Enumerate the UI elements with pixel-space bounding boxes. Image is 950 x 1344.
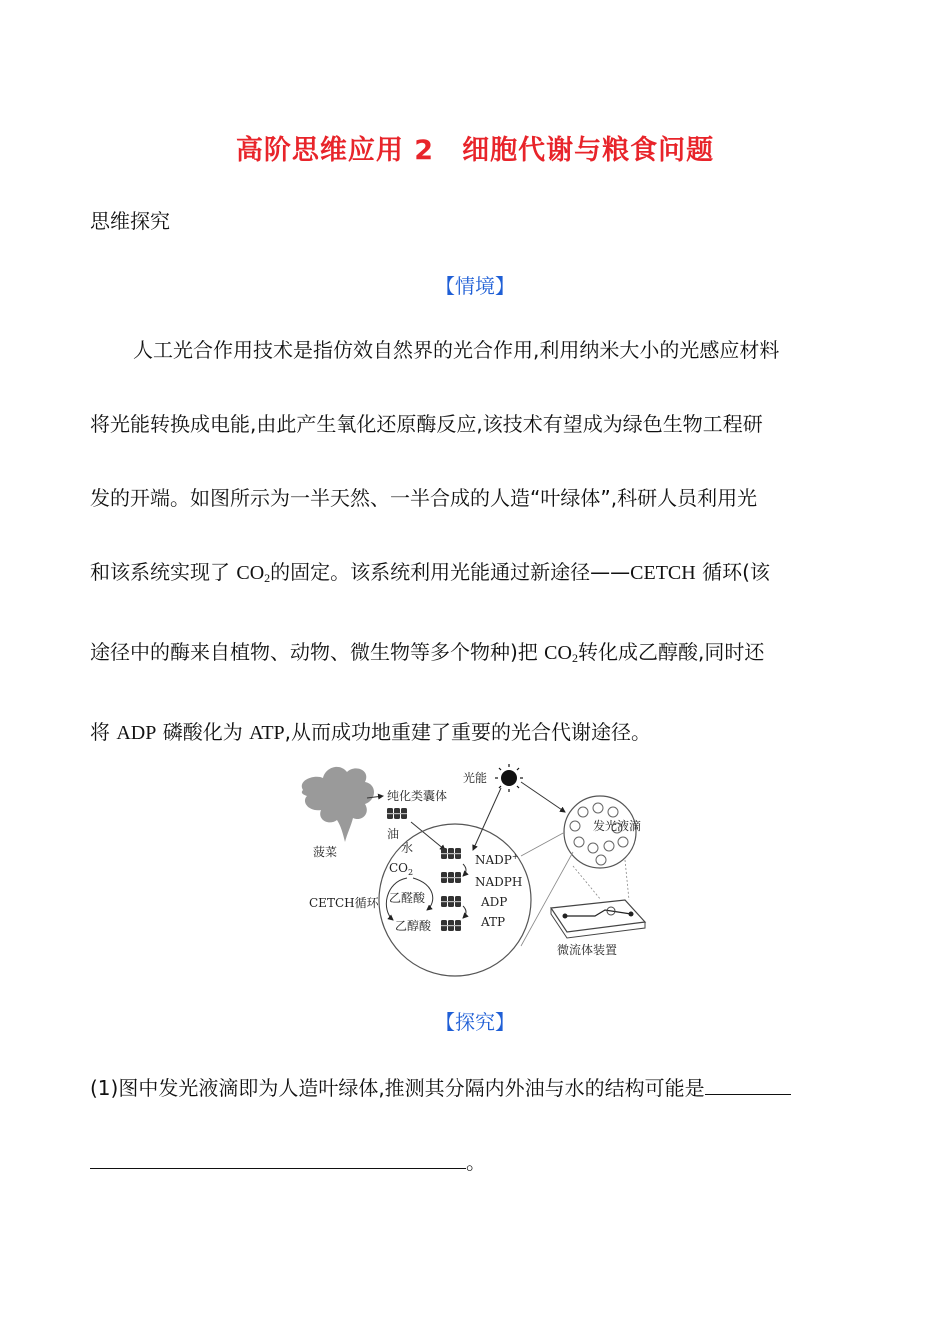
glycolate-label: 乙醇酸 [395,919,432,933]
co2-label: $CO_2$ [389,861,414,877]
page-title: 高阶思维应用 2 细胞代谢与粮食问题 [235,135,715,166]
context-paragraph [90,313,860,770]
sun-icon [501,770,517,786]
context-line-1: 人工光合作用技术是指仿效自然界的光合作用,利用纳米大小的光感应材料 [133,338,780,362]
explore-tag: 【探究】 [435,1010,515,1034]
question-1-continuation [90,1146,860,1175]
context-tag: 【情境】 [435,274,515,298]
question-1-end: 。 [466,1150,486,1174]
question-1-text: (1)图中发光液滴即为人造叶绿体,推测其分隔内外油与水的结构可能是 [90,1076,705,1100]
context-line-3: 发的开端。如图所示为一半天然、一半合成的人造“叶绿体”,科研人员利用光 [90,486,758,510]
context-line-5: 途径中的酶来自植物、动物、微生物等多个物种)把 $CO_2$转化成乙醇酸,同时还 [90,640,765,665]
context-line-6: 将 ADP 磷酸化为 ATP,从而成功地重建了重要的光合代谢途径。 [90,720,652,744]
question-1 [90,1072,860,1101]
cetch-label: CETCH循环 [309,896,379,910]
artificial-chloroplast-diagram [295,760,655,985]
thylakoid-label: 纯化类囊体 [387,789,448,803]
spinach-leaf-icon [302,767,374,842]
context-line-4: 和该系统实现了 $CO_2$的固定。该系统利用光能通过新途径——CETCH 循环(该 [90,560,770,585]
answer-blank-1[interactable] [705,1076,791,1095]
glyoxylate-label: 乙醛酸 [389,891,426,905]
adp-label: ADP [481,895,508,909]
context-line-2: 将光能转换成电能,由此产生氧化还原酶反应,该技术有望成为绿色生物工程研 [90,412,763,436]
spinach-label: 菠菜 [313,845,338,859]
nadph-label: NADPH [475,875,523,889]
water-label: 水 [401,841,414,855]
nadp-label: NADP+ [475,852,519,867]
thylakoid-stack-icon [387,808,407,819]
atp-label: ATP [481,915,506,929]
section-label: 思维探究 [90,209,170,233]
light-label: 光能 [463,771,488,785]
answer-blank-2[interactable] [90,1150,466,1169]
droplet-label: 发光液滴 [593,819,642,833]
device-label: 微流体装置 [557,943,618,957]
oil-label: 油 [387,827,400,841]
